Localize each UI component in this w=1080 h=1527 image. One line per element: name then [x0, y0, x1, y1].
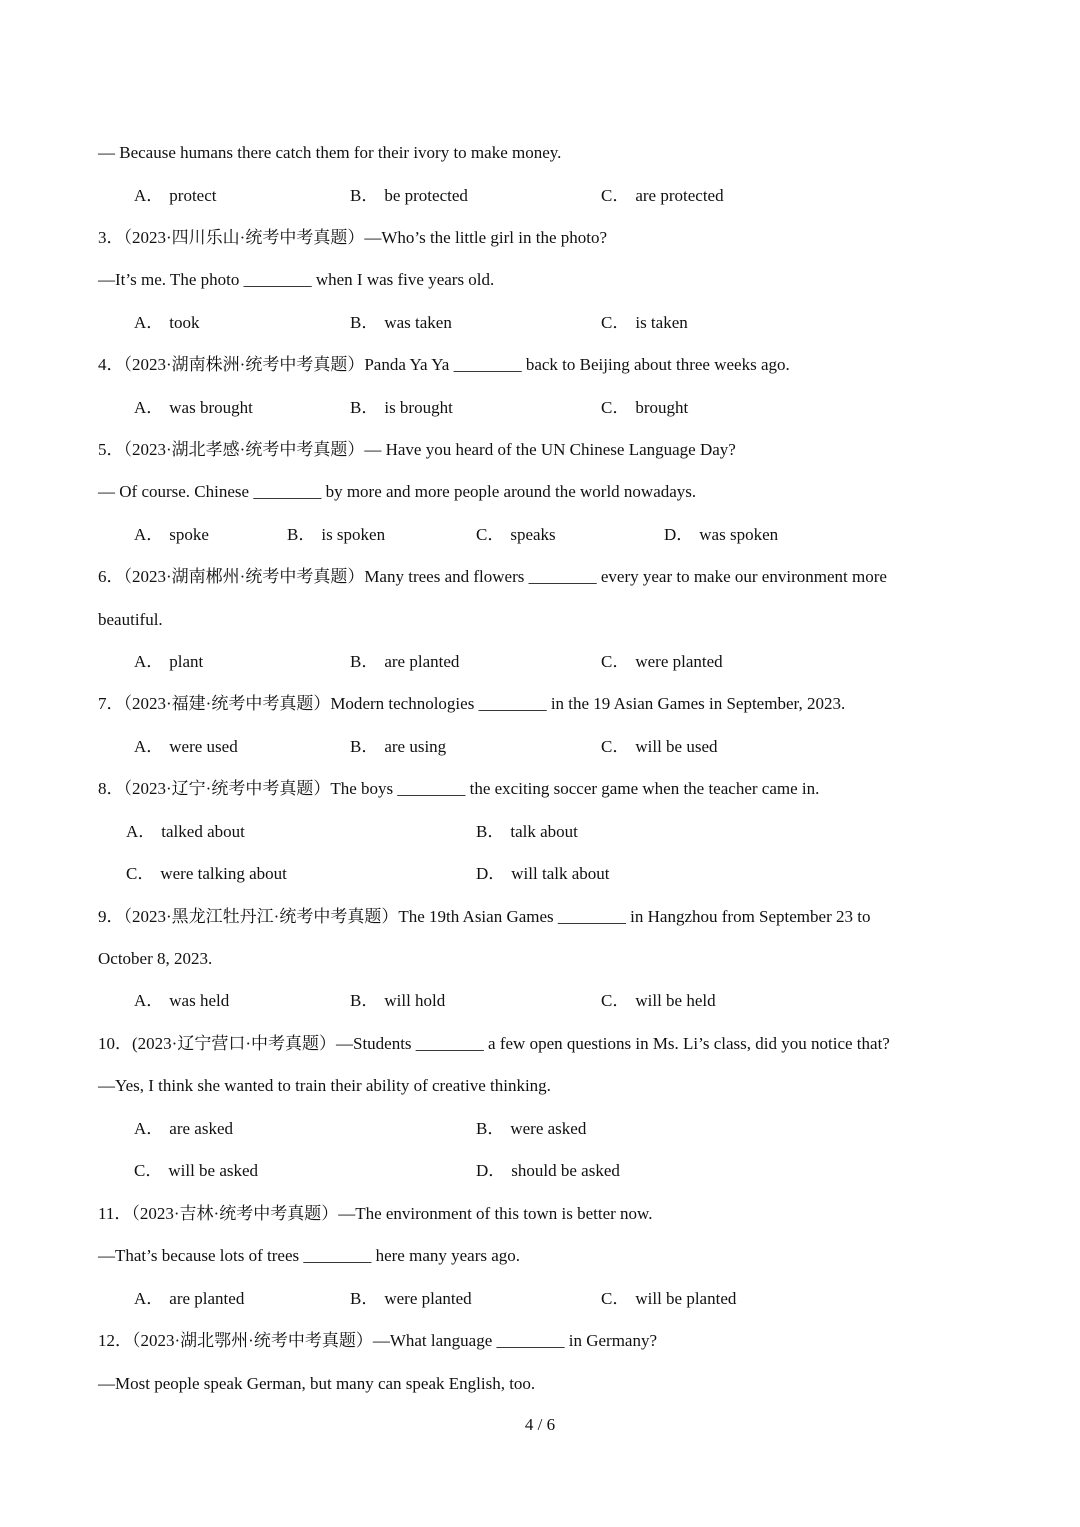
q6-stem: 6．（2023·湖南郴州·统考中考真题）Many trees and flowers ________ every year to make our environment more [98, 567, 887, 586]
q3-option-c[interactable] [601, 312, 688, 334]
q8-option-d[interactable] [476, 863, 610, 885]
q11-stem: 11．（2023·吉林·统考中考真题）—The environment of this town is better now. [98, 1204, 653, 1223]
q9-option-c[interactable] [601, 990, 716, 1012]
q2-option-a[interactable] [134, 185, 216, 207]
option-text: was held [169, 991, 230, 1010]
option-letter: A． [134, 313, 164, 332]
option-letter: A． [134, 525, 164, 544]
q5-option-c[interactable] [476, 524, 556, 546]
option-letter: A． [134, 186, 164, 205]
q7-option-a[interactable] [134, 736, 238, 758]
q10-stem: 10．(2023·辽宁营口·中考真题）—Students ________ a few open questions in Ms. Li’s class, did you notice that? [98, 1034, 890, 1053]
option-letter: C． [134, 1161, 163, 1180]
q10-option-c[interactable] [134, 1160, 258, 1182]
option-text: will be used [635, 737, 718, 756]
q12-line: —Most people speak German, but many can speak English, too. [98, 1374, 536, 1393]
option-letter: C． [126, 864, 155, 883]
q6-option-a[interactable] [134, 651, 203, 673]
q11-option-c[interactable] [601, 1288, 736, 1310]
q2-option-c[interactable] [601, 185, 724, 207]
option-letter: A． [126, 822, 156, 841]
option-text: will be asked [168, 1161, 259, 1180]
q6-option-b[interactable] [350, 651, 459, 673]
option-text: will be planted [635, 1289, 737, 1308]
q11-line: —That’s because lots of trees ________ here many years ago. [98, 1246, 521, 1265]
q9-stem: 9．（2023·黑龙江牡丹江·统考中考真题）The 19th Asian Games ________ in Hangzhou from September 23 to [98, 907, 871, 926]
option-letter: A． [134, 737, 164, 756]
q3-stem: 3．（2023·四川乐山·统考中考真题）—Who’s the little girl in the photo? [98, 228, 608, 247]
option-text: were talking about [160, 864, 287, 883]
q10-option-b[interactable] [476, 1118, 586, 1140]
option-letter: B． [350, 991, 379, 1010]
option-text: protect [169, 186, 217, 205]
option-text: plant [169, 652, 204, 671]
option-letter: C． [601, 186, 630, 205]
q10-option-a[interactable] [134, 1118, 233, 1140]
page-number: 4 / 6 [524, 1415, 556, 1434]
option-letter: B． [350, 313, 379, 332]
option-text: brought [635, 398, 689, 417]
q12-stem: 12．（2023·湖北鄂州·统考中考真题）—What language ________ in Germany? [98, 1331, 658, 1350]
option-text: be protected [384, 186, 468, 205]
option-letter: C． [601, 398, 630, 417]
option-text: are asked [169, 1119, 233, 1138]
option-text: are using [384, 737, 447, 756]
option-letter: C． [601, 313, 630, 332]
q10-option-d[interactable] [476, 1160, 620, 1182]
q8-option-a[interactable] [126, 821, 245, 843]
option-letter: B． [350, 737, 379, 756]
option-letter: D． [664, 525, 694, 544]
option-text: are planted [384, 652, 460, 671]
option-letter: C． [601, 1289, 630, 1308]
option-letter: C． [601, 652, 630, 671]
q3-line: —It’s me. The photo ________ when I was five years old. [98, 270, 495, 289]
option-text: were asked [510, 1119, 587, 1138]
option-letter: A． [134, 398, 164, 417]
option-letter: B． [476, 822, 505, 841]
option-text: speaks [510, 525, 556, 544]
q5-option-a[interactable] [134, 524, 209, 546]
q11-option-a[interactable] [134, 1288, 244, 1310]
option-text: will talk about [511, 864, 610, 883]
option-letter: B． [350, 652, 379, 671]
option-letter: C． [476, 525, 505, 544]
option-letter: D． [476, 1161, 506, 1180]
option-text: was spoken [699, 525, 779, 544]
option-letter: B． [287, 525, 316, 544]
option-text: is spoken [321, 525, 386, 544]
option-letter: B． [350, 398, 379, 417]
option-text: were used [169, 737, 238, 756]
q5-option-b[interactable] [287, 524, 385, 546]
option-letter: C． [601, 737, 630, 756]
option-text: was taken [384, 313, 452, 332]
q4-stem: 4．（2023·湖南株洲·统考中考真题）Panda Ya Ya ________ back to Beijing about three weeks ago. [98, 355, 790, 374]
q8-option-b[interactable] [476, 821, 578, 843]
option-letter: A． [134, 652, 164, 671]
option-text: is brought [384, 398, 453, 417]
q7-stem: 7．（2023·福建·统考中考真题）Modern technologies ________ in the 19 Asian Games in September, 2023. [98, 694, 846, 713]
option-letter: B． [476, 1119, 505, 1138]
q4-option-b[interactable] [350, 397, 453, 419]
q3-option-b[interactable] [350, 312, 452, 334]
option-text: will be held [635, 991, 716, 1010]
q6-line: beautiful. [98, 610, 163, 629]
option-text: spoke [169, 525, 209, 544]
q8-stem: 8．（2023·辽宁·统考中考真题）The boys ________ the exciting soccer game when the teacher came in. [98, 779, 820, 798]
q2-line: — Because humans there catch them for their ivory to make money. [98, 143, 562, 162]
option-text: was brought [169, 398, 253, 417]
q9-option-b[interactable] [350, 990, 445, 1012]
option-text: is taken [635, 313, 688, 332]
option-letter: A． [134, 1289, 164, 1308]
q5-line: — Of course. Chinese ________ by more and more people around the world nowadays. [98, 482, 697, 501]
option-text: talked about [161, 822, 245, 841]
q5-stem: 5．（2023·湖北孝感·统考中考真题）— Have you heard of the UN Chinese Language Day? [98, 440, 736, 459]
option-letter: A． [134, 1119, 164, 1138]
option-text: should be asked [511, 1161, 620, 1180]
q9-option-a[interactable] [134, 990, 229, 1012]
option-letter: D． [476, 864, 506, 883]
option-letter: A． [134, 991, 164, 1010]
option-text: were planted [635, 652, 723, 671]
option-text: were planted [384, 1289, 472, 1308]
option-text: are planted [169, 1289, 245, 1308]
q3-option-a[interactable] [134, 312, 200, 334]
option-text: took [169, 313, 200, 332]
q9-line: October 8, 2023. [98, 949, 213, 968]
q7-option-b[interactable] [350, 736, 446, 758]
q8-option-c[interactable] [126, 863, 287, 885]
q6-option-c[interactable] [601, 651, 723, 673]
q5-option-d[interactable] [664, 524, 778, 546]
q2-option-b[interactable] [350, 185, 468, 207]
option-text: are protected [635, 186, 724, 205]
q11-option-b[interactable] [350, 1288, 472, 1310]
q10-line: —Yes, I think she wanted to train their ability of creative thinking. [98, 1076, 551, 1095]
q4-option-a[interactable] [134, 397, 253, 419]
option-text: talk about [510, 822, 578, 841]
option-letter: B． [350, 186, 379, 205]
option-letter: C． [601, 991, 630, 1010]
option-letter: B． [350, 1289, 379, 1308]
q4-option-c[interactable] [601, 397, 688, 419]
option-text: will hold [384, 991, 446, 1010]
q7-option-c[interactable] [601, 736, 718, 758]
